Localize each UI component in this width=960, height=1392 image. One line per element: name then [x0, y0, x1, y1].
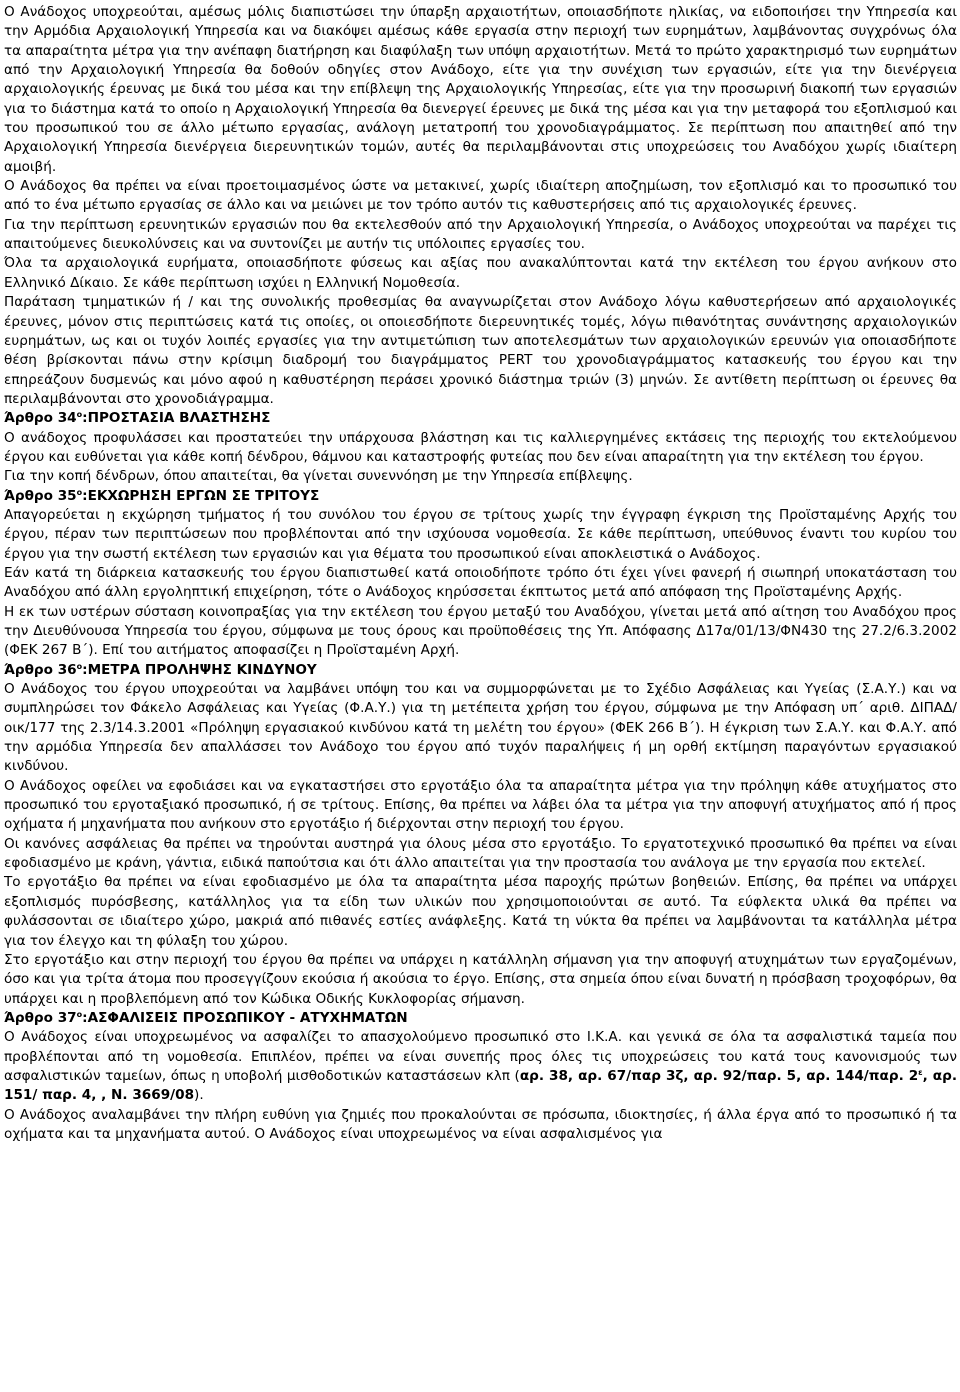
paragraph	[4, 603, 957, 661]
paragraph	[4, 777, 957, 835]
article-ordinal-mark: ο	[76, 661, 83, 671]
article-heading	[4, 661, 957, 680]
paragraph-text: Στο εργοτάξιο και στην περιοχή του έργου θα πρέπει να υπάρχει η κατάλληλη σήμανση για την αποφυγή ατυχημάτων των εργαζομένων, όσο και για τρίτα άτομα που προσεγγίζουν εκούσια ή ακούσια το έργο. Επίσης, στα σημεία όπου είναι δυνατή η πρόσβαση τροχοφόρων, θα υπάρχει και η προβλεπόμενη από τον Κώδικα Οδικής Κυκλοφορίας σήμανση.	[4, 951, 957, 1007]
paragraph-text: Ο Ανάδοχος είναι υποχρεωμένος να ασφαλίζει το απασχολούμενο προσωπικό στο Ι.Κ.Α. και γενικά σε όλα τα ασφαλιστικά ταμεία που προβλέπονται από τη νομοθεσία. Επιπλέον, πρέπει να είναι συνεπής προς όλες τις υποχρεώσεις του κατά τους κανονισμούς των ασφαλιστικών ταμείων, όπως η υποβολή μισθοδοτικών καταστάσεων κλπ (	[4, 1029, 957, 1084]
article-number: Άρθρο 34	[4, 410, 77, 427]
paragraph-text: Ο Ανάδοχος οφείλει να εφοδιάσει και να εγκαταστήσει στο εργοτάξιο όλα τα απαραίτητα μέτρα για την πρόληψη κάθε ατυχήματος στο προσωπικό του εργοταξιακό προσωπικό, ή σε τρίτους. Επίσης, θα πρέπει να λάβει όλα τα μέτρα για την αποφυγή ατυχήματος από ή προς οχήματα ή μηχανήματα που ανήκουν στο εργοτάξιο ή διέρχονται στην περιοχή του έργου.	[4, 777, 957, 833]
article-title: :ΜΕΤΡΑ ΠΡΟΛΗΨΗΣ ΚΙΝΔΥΝΟΥ	[82, 661, 317, 678]
paragraph-text: Ο Ανάδοχος αναλαμβάνει την πλήρη ευθύνη για ζημιές που προκαλούνται σε πρόσωπα, ιδιοκτησίες, ή άλλα έργα από το προσωπικό ή τα οχήματα και τα μηχανήματα αυτού. Ο Ανάδοχος είναι υποχρεωμένος να είναι ασφαλισμένος για	[4, 1106, 957, 1142]
paragraph-text: Η εκ των υστέρων σύσταση κοινοπραξίας για την εκτέλεση του έργου μεταξύ του Αναδόχου, γίνεται μετά από αίτηση του Αναδόχου προς την Διευθύνουσα Υπηρεσία του έργου, σύμφωνα με τους όρους και προϋποθέσεις της Υπ. Απόφασης Δ17α/01/13/ΦΝ430 της 27.2/6.3.2002 (ΦΕΚ 267 Β΄). Επί του αιτήματος αποφασίζει η Προϊσταμένη Αρχή.	[4, 603, 957, 659]
article-title: :ΕΚΧΩΡΗΣΗ ΕΡΓΩΝ ΣΕ ΤΡΙΤΟΥΣ	[82, 487, 320, 504]
paragraph-text: Παράταση τμηματικών ή / και της συνολικής προθεσμίας θα αναγνωρίζεται στον Ανάδοχο λόγω καθυστερήσεων από αρχαιολογικές έρευνες, μόνον στις περιπτώσεις κατά τις οποίες, οι οποιεσδήποτε διερευνητικές τομές, λόγω πιθανότητας συνάντησης αρχαιολογικών ευρημάτων, ως και οι τυχόν λοιπές εργασίες για την αντιμετώπιση των αποτελεσμάτων των αρχαιολογικών ερευνών για οποιασδήποτε θέση βρίσκονται πάνω στην κρίσιμη διαδρομή του διαγράμματος PERT του χρονοδιαγράμματος κατασκευής του έργου και την επηρεάζουν δυσμενώς και μόνο αφού η καθυστέρηση περάσει χρονικό διάστημα τριών (3) μηνών. Σε αντίθετη περίπτωση οι έρευνες θα περιλαμβάνονται στο χρονοδιάγραμμα.	[4, 294, 957, 407]
paragraph	[4, 835, 957, 874]
article-heading	[4, 409, 957, 428]
paragraph-text: Εάν κατά τη διάρκεια κατασκευής του έργου διαπιστωθεί κατά οποιοδήποτε τρόπο ότι έχει γίνει φανερή ή σιωπηρή υποκατάσταση του Αναδόχου από άλλη εργοληπτική επιχείρηση, τότε ο Ανάδοχος κηρύσσεται έκπτωτος μετά από απόφαση της Προϊσταμένης Αρχής.	[4, 564, 957, 601]
paragraph-text: Ο ανάδοχος προφυλάσσει και προστατεύει την υπάρχουσα βλάστηση και τις καλλιεργημένες εκτάσεις της περιοχής του εκτελούμενου έργου και ευθύνεται για κάθε κοπή δένδρου, θάμνου και καταστροφής φυτείας που δεν είναι απαραίτητη για την εκτέλεση του έργου.	[4, 429, 957, 465]
article-number: Άρθρο 37	[4, 1009, 77, 1026]
paragraph	[4, 429, 957, 468]
article-title: :ΠΡΟΣΤΑΣΙΑ ΒΛΑΣΤΗΣΗΣ	[82, 410, 271, 427]
paragraph	[4, 467, 957, 486]
paragraph-text: Ο Ανάδοχος του έργου υποχρεούται να λαμβάνει υπόψη του και να συμμορφώνεται με το Σχέδιο Ασφάλειας και Υγείας (Σ.Α.Υ.) και να συμπληρώσει τον Φάκελο Ασφάλειας και Υγείας (Φ.Α.Υ.) για τη μετέπειτα χρήση του έργου, σύμφωνα με την Απόφαση υπ΄ αριθ. ΔΙΠΑΔ/οικ/177 της 2.3/14.3.2001 «Πρόληψη εργασιακού κινδύνου κατά τη μελέτη του έργου» (ΦΕΚ 266 Β΄). Η έγκριση των Σ.Α.Υ. και Φ.Α.Υ. από την αρμόδια Υπηρεσία δεν απαλλάσσει τον Ανάδοχο του έργου από τυχόν παραλήψεις ή μη ορθή εκτίμηση παραγόντων εργασιακού κινδύνου.	[4, 681, 957, 775]
law-reference-bold: αρ. 38, αρ. 67/παρ 3ζ, αρ. 92/παρ. 5, αρ. 144/παρ. 2	[519, 1067, 919, 1084]
paragraph	[4, 680, 957, 777]
article-ordinal-mark: ο	[76, 1009, 83, 1019]
paragraph	[4, 3, 957, 177]
paragraph-text: Το εργοτάξιο θα πρέπει να είναι εφοδιασμένο με όλα τα απαραίτητα μέσα παροχής πρώτων βοηθειών. Επίσης, θα πρέπει να υπάρχει εξοπλισμός πυρόσβεσης, κατάλληλος για τα είδη των υλικών που χρησιμοποιούνται σε αυτό. Τα εύφλεκτα υλικά θα πρέπει να φυλάσσονται σε ιδιαίτερο χώρο, μακριά από πιθανές εστίες ανάφλεξης. Κατά τη νύκτα θα πρέπει να λαμβάνονται τα κατάλληλα μέτρα για τον έλεγχο και τη φύλαξη του χώρου.	[4, 874, 957, 949]
paragraph	[4, 1106, 957, 1145]
article-heading	[4, 1009, 957, 1028]
article-ordinal-mark: ο	[76, 410, 83, 420]
article-ordinal-mark: ο	[76, 487, 83, 497]
paragraph	[4, 951, 957, 1009]
law-reference-bold: , αρ. 151/ παρ. 4, , Ν. 3669/08	[4, 1067, 957, 1104]
paragraph-text: Όλα τα αρχαιολογικά ευρήματα, οποιασδήποτε φύσεως και αξίας που ανακαλύπτονται κατά την εκτέλεση του έργου ανήκουν στο Ελληνικό Δίκαιο. Σε κάθε περίπτωση ισχύει η Ελληνική Νομοθεσία.	[4, 255, 957, 291]
paragraph-text: Για την κοπή δένδρων, όπου απαιτείται, θα γίνεται συνεννόηση με την Υπηρεσία επίβλεψης.	[4, 468, 633, 485]
paragraph	[4, 177, 957, 216]
paragraph-text: Ο Ανάδοχος υποχρεούται, αμέσως μόλις διαπιστώσει την ύπαρξη αρχαιοτήτων, οποιασδήποτε ηλικίας, να ειδοποιήσει την Υπηρεσία και την Αρμόδια Αρχαιολογική Υπηρεσία και να διακόψει αμέσως κάθε εργασία στην περιοχή των ευρημάτων, λαμβάνοντας συγχρόνως όλα τα απαραίτητα μέτρα για την ανέπαφη διατήρηση και διαφύλαξη των υπόψη αρχαιοτήτων. Μετά το πρώτο χαρακτηρισμό των ευρημάτων από την Αρχαιολογική Υπηρεσία θα δοθούν οδηγίες στον Ανάδοχο, είτε για την συνέχιση των εργασιών, είτε για την διενέργεια αρχαιολογικής έρευνας με δικά του μέσα και την επίβλεψη της Αρχαιολογικής Υπηρεσίας, είτε για την προσωρινή διακοπή των εργασιών για το διάστημα κατά το οποίο η Αρχαιολογική Υπηρεσία θα διενεργεί έρευνες με δικά της μέσα και για την μεταφορά του εξοπλισμού και του προσωπικού του σε άλλο μέτωπο εργασίας, ανάλογη μετατροπή του χρονοδιαγράμματος. Σε περίπτωση που απαιτηθεί από την Αρχαιολογική Υπηρεσία διενέργεια διερευνητικών τομών, αυτές θα περιλαμβάνονται στις υποχρεώσεις του Αναδόχου χωρίς ιδιαίτερη αμοιβή.	[4, 4, 957, 175]
paragraph-text: Οι κανόνες ασφάλειας θα πρέπει να τηρούνται αυστηρά για όλους μέσα στο εργοτάξιο. Το εργατοτεχνικό προσωπικό θα πρέπει να είναι εφοδιασμένο με κράνη, γάντια, ειδικά παπούτσια και ότι άλλο απαιτείται για την προστασία του ανάλογα με την εργασία που εκτελεί.	[4, 835, 957, 872]
law-reference-superscript: ε	[918, 1067, 923, 1077]
paragraph	[4, 564, 957, 603]
paragraph	[4, 1028, 957, 1105]
paragraph	[4, 873, 957, 950]
paragraph-text: Ο Ανάδοχος θα πρέπει να είναι προετοιμασμένος ώστε να μετακινεί, χωρίς ιδιαίτερη αποζημίωση, τον εξοπλισμό και το προσωπικό του από το ένα μέτωπο εργασίας σε άλλο και να μειώνει με τον τρόπο αυτόν τις καθυστερήσεις από τις αρχαιολογικές έρευνες.	[4, 178, 957, 214]
paragraph	[4, 216, 957, 255]
article-number: Άρθρο 35	[4, 487, 77, 504]
paragraph	[4, 506, 957, 564]
article-title: :ΑΣΦΑΛΙΣΕΙΣ ΠΡΟΣΩΠΙΚΟΥ - ΑΤΥΧΗΜΑΤΩΝ	[82, 1009, 408, 1026]
paragraph	[4, 293, 957, 409]
paragraph	[4, 254, 957, 293]
article-heading	[4, 487, 957, 506]
paragraph-text: Για την περίπτωση ερευνητικών εργασιών που θα εκτελεσθούν από την Αρχαιολογική Υπηρεσία, ο Ανάδοχος υποχρεούται να παρέχει τις απαιτούμενες διευκολύνσεις και να συντονίζει με αυτήν τις υπόλοιπες εργασίες του.	[4, 216, 957, 253]
paragraph-text: Απαγορεύεται η εκχώρηση τμήματος ή του συνόλου του έργου σε τρίτους χωρίς την έγγραφη έγκριση της Προϊσταμένης Αρχής του έργου, πέραν των περιπτώσεων που προβλέπονται από την ισχύουσα νομοθεσία. Σε κάθε περίπτωση, υπεύθυνος έναντι του κυρίου του έργου για την σωστή εκτέλεση των εργασιών και για θέματα του προσωπικού είναι αποκλειστικά ο Ανάδοχος.	[4, 506, 957, 562]
paragraph-tail: ).	[194, 1087, 204, 1104]
article-number: Άρθρο 36	[4, 661, 77, 678]
